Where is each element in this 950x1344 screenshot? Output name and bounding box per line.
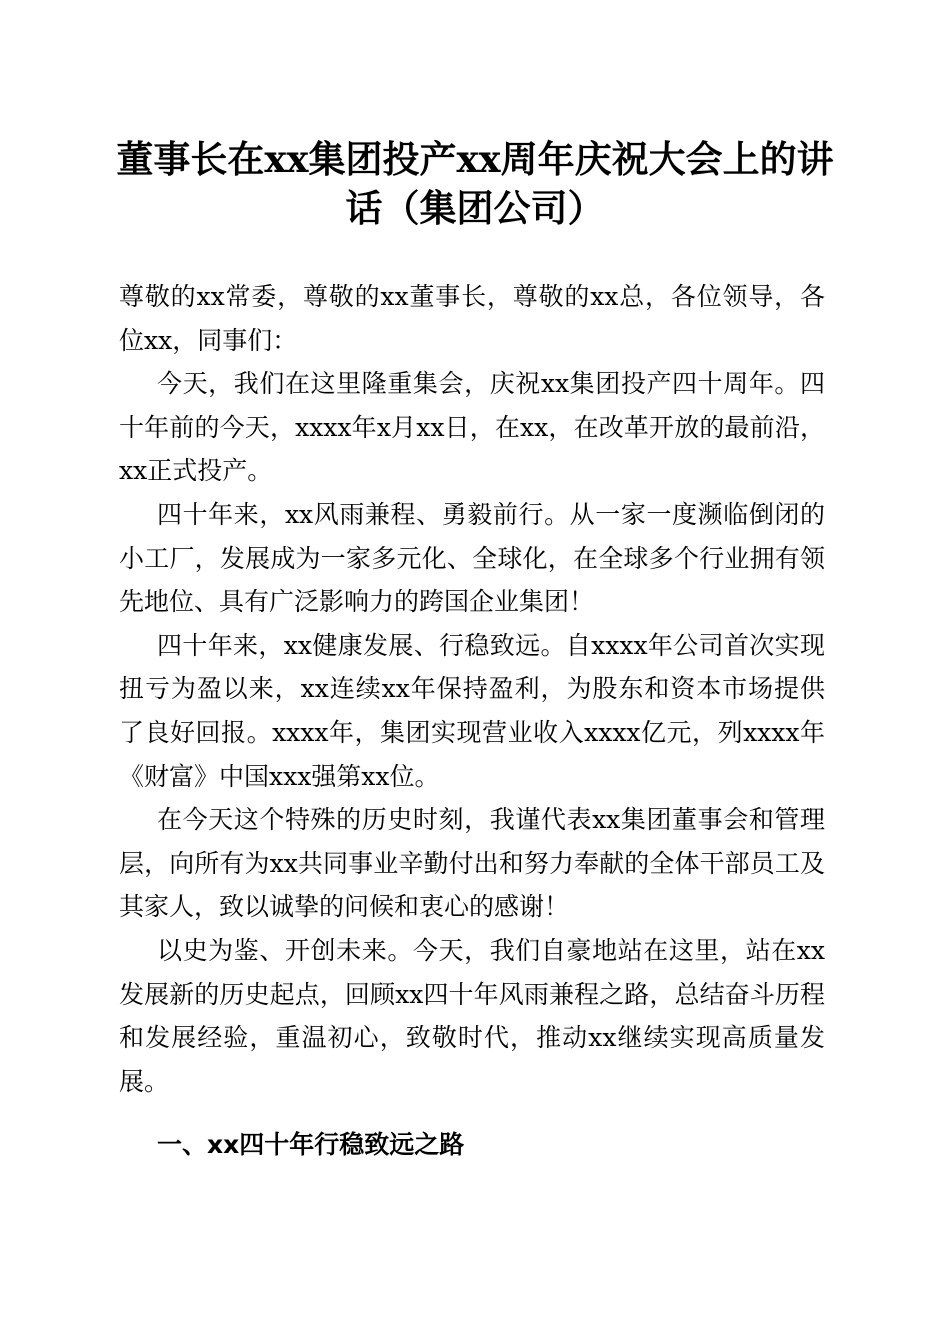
paragraph-1: 今天，我们在这里隆重集会，庆祝xx集团投产四十周年。四十年前的今天，xxxx年x月xx日，在xx，在改革开放的最前沿，xx正式投产。 xyxy=(119,369,825,486)
paragraph-3: 四十年来，xx健康发展、行稳致远。自xxxx年公司首次实现扭亏为盈以来，xx连续xx年保持盈利，为股东和资本市场提供了良好回报。xxxx年，集团实现营业收入xxxx亿元，列xxxx年《财富》中国xxx强第xx位。 xyxy=(119,630,825,791)
paragraph-5: 以史为鉴、开创未来。今天，我们自豪地站在这里，站在xx发展新的历史起点，回顾xx四十年风雨兼程之路，总结奋斗历程和发展经验，重温初心，致敬时代，推动xx继续实现高质量发展。 xyxy=(119,935,825,1096)
document-title: 董事长在xx集团投产xx周年庆祝大会上的讲话（集团公司） xyxy=(116,137,834,230)
paragraph-4: 在今天这个特殊的历史时刻，我谨代表xx集团董事会和管理层，向所有为xx共同事业辛勤付出和努力奉献的全体干部员工及其家人，致以诚挚的问候和衷心的感谢！ xyxy=(119,805,825,922)
section-heading: 一、xx四十年行稳致远之路 xyxy=(157,1130,465,1159)
document-body xyxy=(119,275,825,1103)
salutation-paragraph: 尊敬的xx常委，尊敬的xx董事长，尊敬的xx总，各位领导，各位xx，同事们： xyxy=(119,282,825,355)
paragraph-2: 四十年来，xx风雨兼程、勇毅前行。从一家一度濒临倒闭的小工厂，发展成为一家多元化、全球化，在全球多个行业拥有领先地位、具有广泛影响力的跨国企业集团！ xyxy=(119,499,825,617)
